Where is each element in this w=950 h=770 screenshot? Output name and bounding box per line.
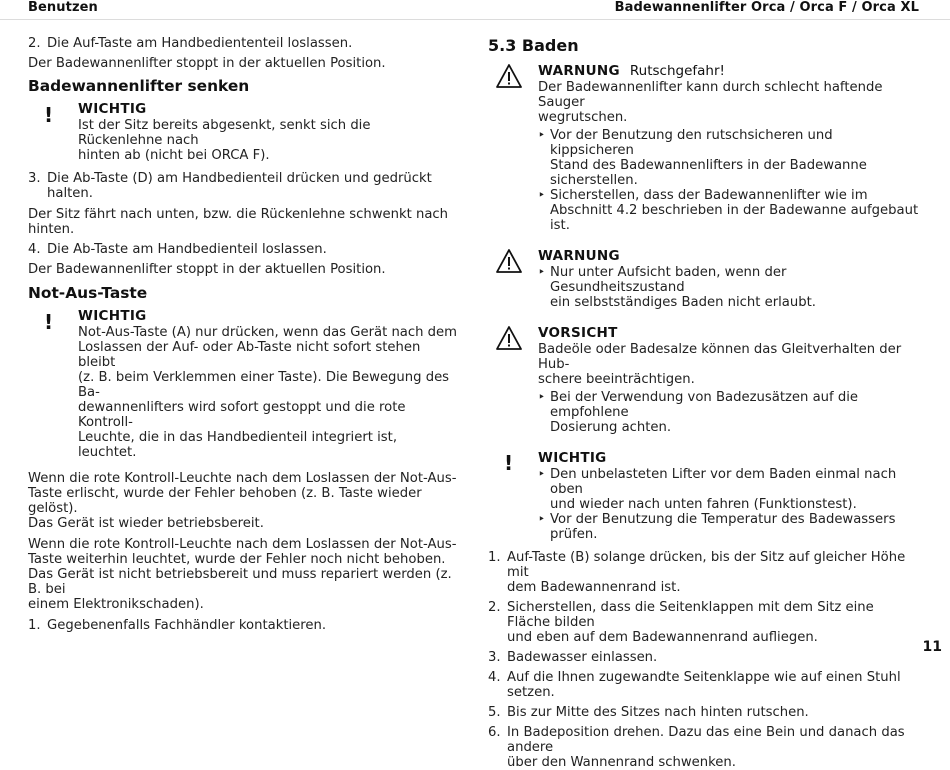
list-item: 5. Bis zur Mitte des Sitzes nach hinten rutschen. [488,705,809,720]
warning-triangle-icon [496,63,522,89]
heading-not-aus: Not-Aus-Taste [28,284,148,302]
warning-rutschgefahr: WARNUNG Rutschgefahr! Der Badewannenlifter kann durch schlecht haftende Sauger wegrutschen. ‣ Vor der Benutzung den rutschsicheren und kippsicheren Stand des Badewannenlifters in der Badewanne sicherstellen. ‣ Sicherstellen, dass der Badewannenlifter wie im Abschnitt 4.2 beschrieben in der Badewanne aufgebaut ist. [488,63,920,233]
warning-aufsicht: WARNUNG ‣ Nur unter Aufsicht baden, wenn der Gesundheitszustand ein selbstständiges Baden nicht erlaubt. [488,248,920,310]
page-number: 11 [922,639,942,655]
bullet-item: ‣ Sicherstellen, dass der Badewannenlifter wie im Abschnitt 4.2 beschrieben in der Badewanne aufgebaut ist. [538,188,920,233]
note-wichtig-1: ! WICHTIG Ist der Sitz bereits abgesenkt, senkt sich die Rückenlehne nach hinten ab (nicht bei ORCA F). [44,101,371,163]
caution-badezusaetze: VORSICHT Badeöle oder Badesalze können das Gleitverhalten der Hub- schere beeinträchtigen. ‣ Bei der Verwendung von Badezusätzen auf die empfohlene Dosierung achten. [488,325,920,435]
right-column [488,36,920,770]
paragraph-lamp-on: Wenn die rote Kontroll-Leuchte nach dem Loslassen der Not-Aus- Taste weiterhin leuchtet, wurde der Fehler noch nicht behoben. Das Gerät ist nicht betriebsbereit und muss repariert werden (z. B. bei einem Elektronikschaden). [28,537,457,612]
note-wichtig-3: ! WICHTIG ‣ Den unbelasteten Lifter vor dem Baden einmal nach oben und wieder nach unten fahren (Funktionstest). ‣ Vor der Benutzung die Temperatur des Badewassers prüfen. [488,450,920,542]
heading-senken: Badewannenlifter senken [28,77,250,95]
warning-triangle-icon [496,248,522,274]
list-item: 1. Auf-Taste (B) solange drücken, bis der Sitz auf gleicher Höhe mit dem Badewannenrand ist. [488,550,906,595]
section-heading-baden: 5.3 Baden [488,36,579,55]
bullet-item: ‣ Vor der Benutzung die Temperatur des Badewassers prüfen. [538,512,920,542]
bullet-item: ‣ Nur unter Aufsicht baden, wenn der Gesundheitszustand ein selbstständiges Baden nicht erlaubt. [538,265,920,310]
exclamation-icon: ! [44,310,54,334]
exclamation-icon: ! [504,451,514,475]
paragraph-lamp-off: Wenn die rote Kontroll-Leuchte nach dem Loslassen der Not-Aus- Taste erlischt, wurde der Fehler behoben (z. B. Taste wieder gelöst). Das Gerät ist wieder betriebsbereit. [28,471,457,531]
stop-text-2: Der Badewannenlifter stoppt in der aktuellen Position. [28,262,386,277]
header-rule [0,19,950,20]
step-3: 3. Die Ab-Taste (D) am Handbedienteil drücken und gedrückt halten. [28,171,432,201]
list-item: 3. Badewasser einlassen. [488,650,658,665]
left-column [28,36,458,633]
bathing-steps [488,550,920,770]
bullet-item: ‣ Bei der Verwendung von Badezusätzen auf die empfohlene Dosierung achten. [538,390,920,435]
list-item: 2. Sicherstellen, dass die Seitenklappen mit dem Sitz eine Fläche bilden und eben auf dem Badewannenrand aufliegen. [488,600,874,645]
note-wichtig-2: ! WICHTIG Not-Aus-Taste (A) nur drücken, wenn das Gerät nach dem Loslassen der Auf- oder Ab-Taste nicht sofort stehen bleibt (z. B. beim Verklemmen einer Taste). Die Bewegung des Ba- dewannenlifters wird sofort gestoppt und die rote Kontroll- Leuchte, die in das Handbedienteil integriert ist, leuchtet. [44,308,458,460]
running-header-title: Badewannenlifter Orca / Orca F / Orca XL [614,0,919,15]
list-item: 6. In Badeposition drehen. Dazu das eine Bein und danach das andere über den Wannenrand schwenken. [488,725,905,770]
exclamation-icon: ! [44,103,54,127]
step-contact: 1. Gegebenenfalls Fachhändler kontaktieren. [28,618,327,633]
bullet-item: ‣ Vor der Benutzung den rutschsicheren und kippsicheren Stand des Badewannenlifters in der Badewanne sicherstellen. [538,128,920,188]
stop-text-1: Der Badewannenlifter stoppt in der aktuellen Position. [28,56,386,71]
bullet-item: ‣ Den unbelasteten Lifter vor dem Baden einmal nach oben und wieder nach unten fahren (Funktionstest). [538,467,920,512]
list-item: 4. Auf die Ihnen zugewandte Seitenklappe wie auf einen Stuhl setzen. [488,670,901,700]
sitz-text: Der Sitz fährt nach unten, bzw. die Rückenlehne schwenkt nach hinten. [28,207,449,237]
step-4: 4. Die Ab-Taste am Handbedienteil loslassen. [28,242,327,257]
running-header-section: Benutzen [28,0,98,15]
warning-triangle-icon [496,325,522,351]
step-2: 2. Die Auf-Taste am Handbediententeil loslassen. [28,36,353,51]
